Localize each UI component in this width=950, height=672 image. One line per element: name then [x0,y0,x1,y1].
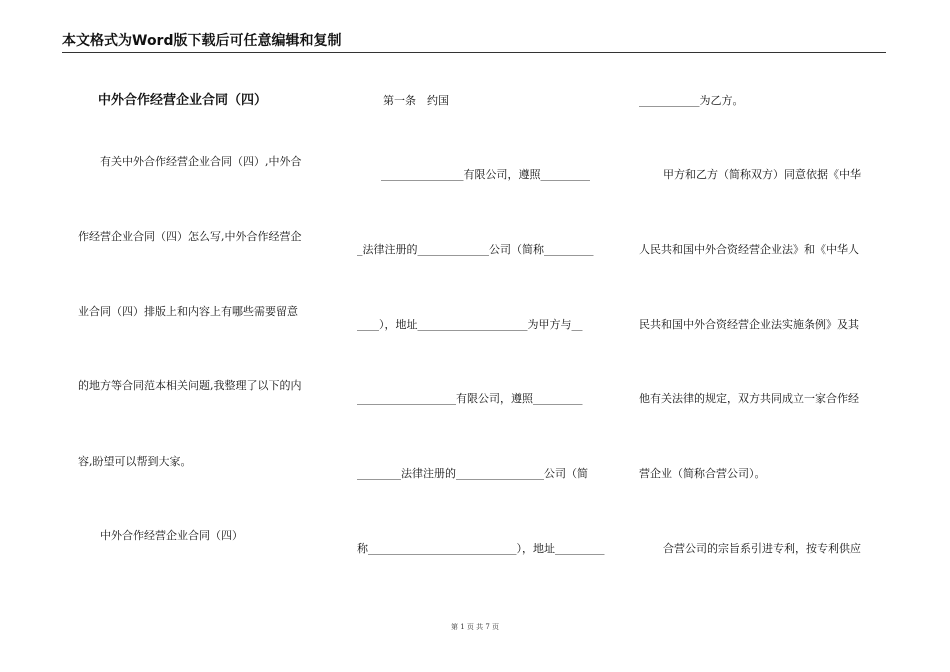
contract-line: _______________有限公司，遵照_________ [381,168,590,181]
page-number: 第 1 页 共 7 页 [450,623,500,631]
contract-line: _法律注册的_____________公司（简称_________ [357,243,594,256]
paragraph-line: 营企业（简称合营公司）。 [639,467,766,480]
article-heading: 第一条 约国 [383,94,449,107]
contract-line: 称___________________________），地址_________ [357,542,605,555]
paragraph-line: 合营公司的宗旨系引进专利，按专利供应 [663,542,861,555]
contract-line: __________________有限公司，遵照_________ [357,392,583,405]
paragraph-line: 的地方等合同范本相关问题,我整理了以下的内 [78,379,302,392]
document-title: 中外合作经营企业合同（四） [98,93,268,108]
paragraph-line: 有关中外合作经营企业合同（四）,中外合 [100,155,302,168]
paragraph-line: 作经营企业合同（四）怎么写,中外合作经营企 [78,230,302,243]
paragraph-line: 民共和国中外合资经营企业法实施条例》及其 [639,318,859,331]
paragraph-line: 他有关法律的规定，双方共同成立一家合作经 [639,392,859,405]
paragraph-line: 业合同（四）排版上和内容上有哪些需要留意 [78,305,298,318]
contract-line: ________法律注册的________________公司（简 [357,467,588,480]
subheading: 中外合作经营企业合同（四） [100,529,243,542]
paragraph-line: 人民共和国中外合资经营企业法》和《中华人 [639,243,859,256]
header-divider [62,52,886,53]
paragraph-line: 容,盼望可以帮到大家。 [78,455,192,468]
contract-line: ____），地址____________________为甲方与__ [357,318,583,331]
paragraph-line: 甲方和乙方（简称双方）同意依据《中华 [663,168,861,181]
contract-line: ___________为乙方。 [639,94,744,107]
document-header: 本文格式为Word版下载后可任意编辑和复制 [62,33,342,49]
